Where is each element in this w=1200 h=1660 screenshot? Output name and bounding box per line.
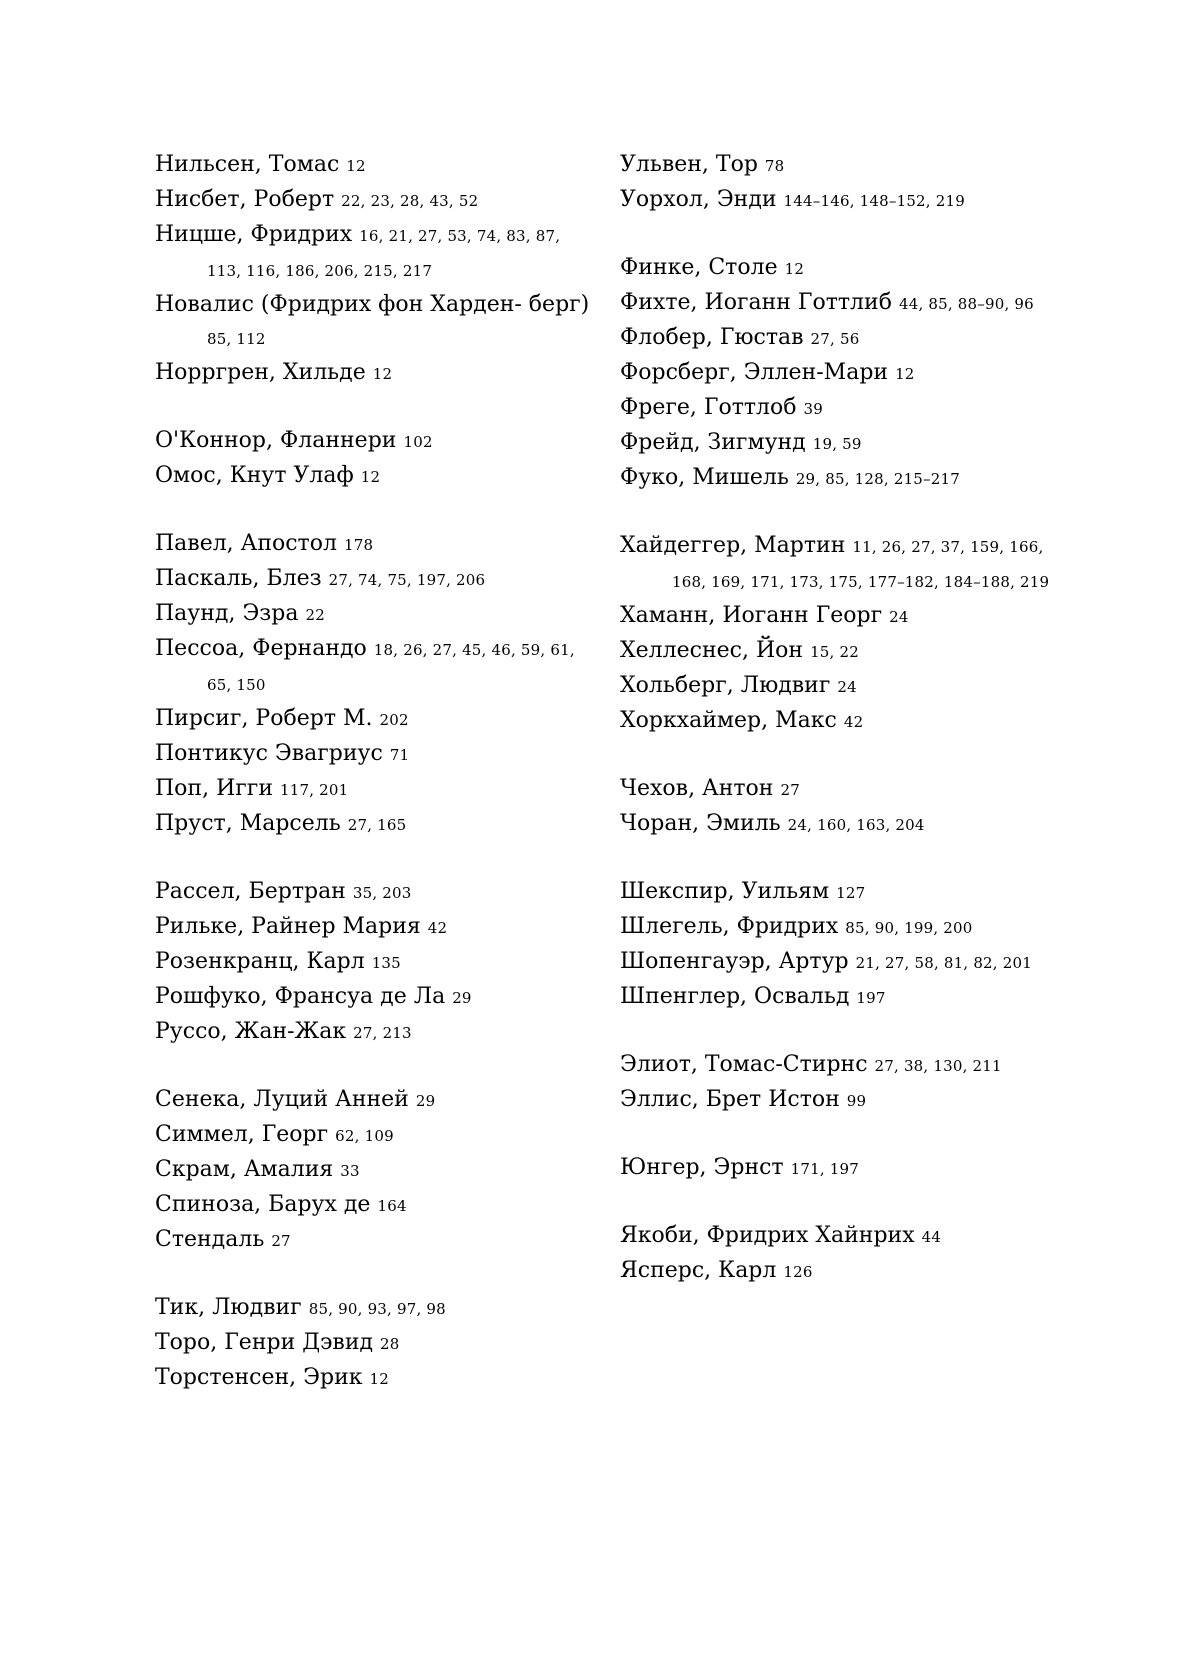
entry-name: Ульвен, Тор — [620, 152, 758, 177]
entry-name: Рассел, Бертран — [155, 879, 346, 904]
entry-name: Якоби, Фридрих Хайнрих — [620, 1223, 915, 1248]
index-entry — [620, 1083, 1060, 1118]
index-entry — [620, 772, 1060, 807]
index-entry — [155, 424, 595, 459]
index-entry — [620, 251, 1060, 286]
entry-pages: 12 — [895, 365, 915, 383]
entry-name: Эллис, Брет Истон — [620, 1087, 840, 1112]
entry-pages: 18, 26, 27, 45, 46, 59, 61, 65, 150 — [207, 641, 575, 694]
entry-pages: 27 — [780, 781, 800, 799]
entry-pages: 29 — [452, 989, 472, 1007]
entry-name: Элиот, Томас-Стирнс — [620, 1052, 868, 1077]
index-entry — [620, 807, 1060, 842]
index-entry — [155, 875, 595, 910]
entry-pages: 44 — [921, 1228, 942, 1246]
entry-name: Фихте, Иоганн Готтлиб — [620, 290, 892, 315]
entry-name: Хайдеггер, Мартин — [620, 533, 846, 558]
entry-name: Нисбет, Роберт — [155, 187, 335, 212]
entry-name: Чоран, Эмиль — [620, 811, 781, 836]
entry-pages: 85, 112 — [207, 330, 266, 348]
index-entry — [155, 1291, 595, 1326]
index-entry — [620, 183, 1060, 218]
entry-pages: 164 — [377, 1197, 407, 1215]
entry-name: Руссо, Жан-Жак — [155, 1019, 347, 1044]
index-entry — [155, 772, 595, 807]
entry-name: Шпенглер, Освальд — [620, 984, 850, 1009]
index-entry — [155, 527, 595, 562]
index-entry — [155, 562, 595, 597]
entry-pages: 22, 23, 28, 43, 52 — [341, 192, 479, 210]
index-entry — [155, 702, 595, 737]
entry-name: Симмел, Георг — [155, 1122, 329, 1147]
index-entry — [620, 910, 1060, 945]
entry-pages: 127 — [836, 884, 866, 902]
entry-pages: 39 — [803, 400, 824, 418]
index-entry — [620, 599, 1060, 634]
entry-pages: 33 — [340, 1162, 360, 1180]
entry-name: Стендаль — [155, 1227, 265, 1252]
entry-name: Рильке, Райнер Мария — [155, 914, 421, 939]
entry-name: Шопенгауэр, Артур — [620, 949, 849, 974]
entry-pages: 71 — [389, 746, 410, 764]
entry-name: Хоркхаймер, Макс — [620, 708, 837, 733]
entry-pages: 21, 27, 58, 81, 82, 201 — [855, 954, 1032, 972]
entry-pages: 178 — [343, 536, 374, 554]
entry-pages: 24 — [889, 608, 909, 626]
entry-name: Омос, Кнут Улаф — [155, 463, 354, 488]
entry-name: Ницше, Фридрих — [155, 222, 353, 247]
entry-name: Чехов, Антон — [620, 776, 774, 801]
entry-name: Понтикус Эвагриус — [155, 741, 383, 766]
entry-pages: 135 — [371, 954, 401, 972]
entry-name: Уорхол, Энди — [620, 187, 777, 212]
letter-group-gap — [155, 494, 595, 527]
index-entry — [155, 1083, 595, 1118]
entry-pages: 85, 90, 199, 200 — [845, 919, 973, 937]
entry-pages: 22 — [305, 606, 325, 624]
entry-pages: 27, 56 — [810, 330, 860, 348]
entry-pages: 126 — [783, 1263, 813, 1281]
index-entry — [620, 426, 1060, 461]
entry-pages: 99 — [846, 1092, 867, 1110]
entry-name: Павел, Апостол — [155, 531, 337, 556]
entry-name: Ясперс, Карл — [620, 1258, 777, 1283]
index-entry — [155, 1118, 595, 1153]
entry-name: Шекспир, Уильям — [620, 879, 830, 904]
index-entry — [155, 218, 595, 288]
index-entry — [620, 669, 1060, 704]
index-entry — [155, 459, 595, 494]
index-entry — [155, 356, 595, 391]
letter-group-gap — [620, 842, 1060, 875]
index-entry — [155, 632, 595, 702]
entry-name: Новалис (Фридрих фон Харден- берг) — [155, 292, 590, 317]
entry-name: Пессоа, Фернандо — [155, 636, 367, 661]
entry-name: Пирсиг, Роберт М. — [155, 706, 373, 731]
letter-group-gap — [620, 218, 1060, 251]
index-entry — [620, 1048, 1060, 1083]
entry-pages: 117, 201 — [279, 781, 349, 799]
entry-name: Спиноза, Барух де — [155, 1192, 371, 1217]
entry-name: Фуко, Мишель — [620, 465, 789, 490]
index-entry — [620, 1254, 1060, 1289]
entry-pages: 27, 213 — [353, 1024, 412, 1042]
index-column-left — [155, 148, 595, 1396]
index-entry — [620, 704, 1060, 739]
index-entry — [620, 356, 1060, 391]
entry-pages: 42 — [427, 919, 448, 937]
entry-name: Форсберг, Эллен-Мари — [620, 360, 889, 385]
entry-pages: 12 — [784, 260, 805, 278]
letter-group-gap — [620, 496, 1060, 529]
entry-pages: 85, 90, 93, 97, 98 — [308, 1300, 446, 1318]
index-entry — [620, 461, 1060, 496]
entry-pages: 144–146, 148–152, 219 — [783, 192, 965, 210]
index-column-right — [620, 148, 1060, 1289]
index-entry — [620, 391, 1060, 426]
entry-pages: 24 — [837, 678, 857, 696]
index-entry — [155, 737, 595, 772]
entry-name: Паскаль, Блез — [155, 566, 322, 591]
index-entry — [155, 910, 595, 945]
index-entry — [155, 1223, 595, 1258]
entry-pages: 11, 26, 27, 37, 159, 166, 168, 169, 171, 173, 175, 177–182, 184–188, 219 — [672, 538, 1050, 591]
index-entry — [620, 980, 1060, 1015]
entry-name: Скрам, Амалия — [155, 1157, 334, 1182]
entry-pages: 197 — [856, 989, 886, 1007]
letter-group-gap — [620, 739, 1060, 772]
entry-name: Хеллеснес, Йон — [620, 638, 804, 663]
index-entry — [620, 634, 1060, 669]
entry-pages: 171, 197 — [790, 1160, 860, 1178]
index-entry — [155, 183, 595, 218]
entry-name: Юнгер, Эрнст — [620, 1155, 784, 1180]
entry-pages: 78 — [764, 157, 785, 175]
entry-pages: 42 — [843, 713, 864, 731]
entry-name: Сенека, Луций Анней — [155, 1087, 409, 1112]
index-entry — [155, 980, 595, 1015]
index-entry — [155, 1326, 595, 1361]
index-entry — [155, 945, 595, 980]
index-entry — [155, 1361, 595, 1396]
entry-name: Розенкранц, Карл — [155, 949, 365, 974]
entry-pages: 102 — [403, 433, 433, 451]
entry-pages: 12 — [360, 468, 381, 486]
index-entry — [155, 807, 595, 842]
entry-name: Фрейд, Зигмунд — [620, 430, 806, 455]
letter-group-gap — [155, 842, 595, 875]
index-entry — [620, 148, 1060, 183]
index-entry — [620, 321, 1060, 356]
index-entry — [155, 288, 595, 356]
entry-pages: 24, 160, 163, 204 — [787, 816, 925, 834]
entry-pages: 12 — [372, 365, 393, 383]
index-entry — [155, 1188, 595, 1223]
index-entry — [620, 875, 1060, 910]
entry-pages: 19, 59 — [812, 435, 862, 453]
entry-name: Флобер, Гюстав — [620, 325, 804, 350]
letter-group-gap — [620, 1118, 1060, 1151]
entry-pages: 27, 74, 75, 197, 206 — [328, 571, 486, 589]
letter-group-gap — [620, 1186, 1060, 1219]
index-entry — [155, 597, 595, 632]
entry-name: О'Коннор, Фланнери — [155, 428, 397, 453]
entry-name: Хаманн, Иоганн Георг — [620, 603, 883, 628]
entry-pages: 28 — [380, 1335, 400, 1353]
entry-pages: 44, 85, 88–90, 96 — [898, 295, 1034, 313]
entry-name: Поп, Игги — [155, 776, 273, 801]
entry-name: Шлегель, Фридрих — [620, 914, 839, 939]
index-entry — [620, 945, 1060, 980]
entry-pages: 62, 109 — [335, 1127, 394, 1145]
entry-pages: 35, 203 — [352, 884, 412, 902]
entry-pages: 12 — [346, 157, 366, 175]
entry-name: Финке, Столе — [620, 255, 778, 280]
entry-name: Фреге, Готтлоб — [620, 395, 797, 420]
entry-name: Торо, Генри Дэвид — [155, 1330, 374, 1355]
entry-name: Тик, Людвиг — [155, 1295, 302, 1320]
index-entry — [620, 286, 1060, 321]
letter-group-gap — [155, 391, 595, 424]
entry-name: Паунд, Эзра — [155, 601, 299, 626]
index-entry — [620, 529, 1060, 599]
entry-name: Нильсен, Томас — [155, 152, 340, 177]
entry-pages: 29, 85, 128, 215–217 — [795, 470, 960, 488]
entry-name: Торстенсен, Эрик — [155, 1365, 363, 1390]
letter-group-gap — [155, 1258, 595, 1291]
entry-name: Хольберг, Людвиг — [620, 673, 831, 698]
entry-name: Норргрен, Хильде — [155, 360, 366, 385]
letter-group-gap — [620, 1015, 1060, 1048]
letter-group-gap — [155, 1050, 595, 1083]
index-entry — [620, 1219, 1060, 1254]
index-entry — [155, 1153, 595, 1188]
entry-pages: 27 — [271, 1232, 291, 1250]
entry-pages: 15, 22 — [810, 643, 859, 661]
entry-name: Пруст, Марсель — [155, 811, 341, 836]
entry-pages: 202 — [379, 711, 409, 729]
entry-pages: 29 — [415, 1092, 436, 1110]
entry-pages: 12 — [369, 1370, 389, 1388]
index-entry — [620, 1151, 1060, 1186]
entry-pages: 27, 165 — [347, 816, 407, 834]
entry-pages: 27, 38, 130, 211 — [874, 1057, 1002, 1075]
index-entry — [155, 148, 595, 183]
index-entry — [155, 1015, 595, 1050]
entry-name: Рошфуко, Франсуа де Ла — [155, 984, 446, 1009]
entry-pages: 16, 21, 27, 53, 74, 83, 87, 113, 116, 186, 206, 215, 217 — [207, 227, 561, 280]
